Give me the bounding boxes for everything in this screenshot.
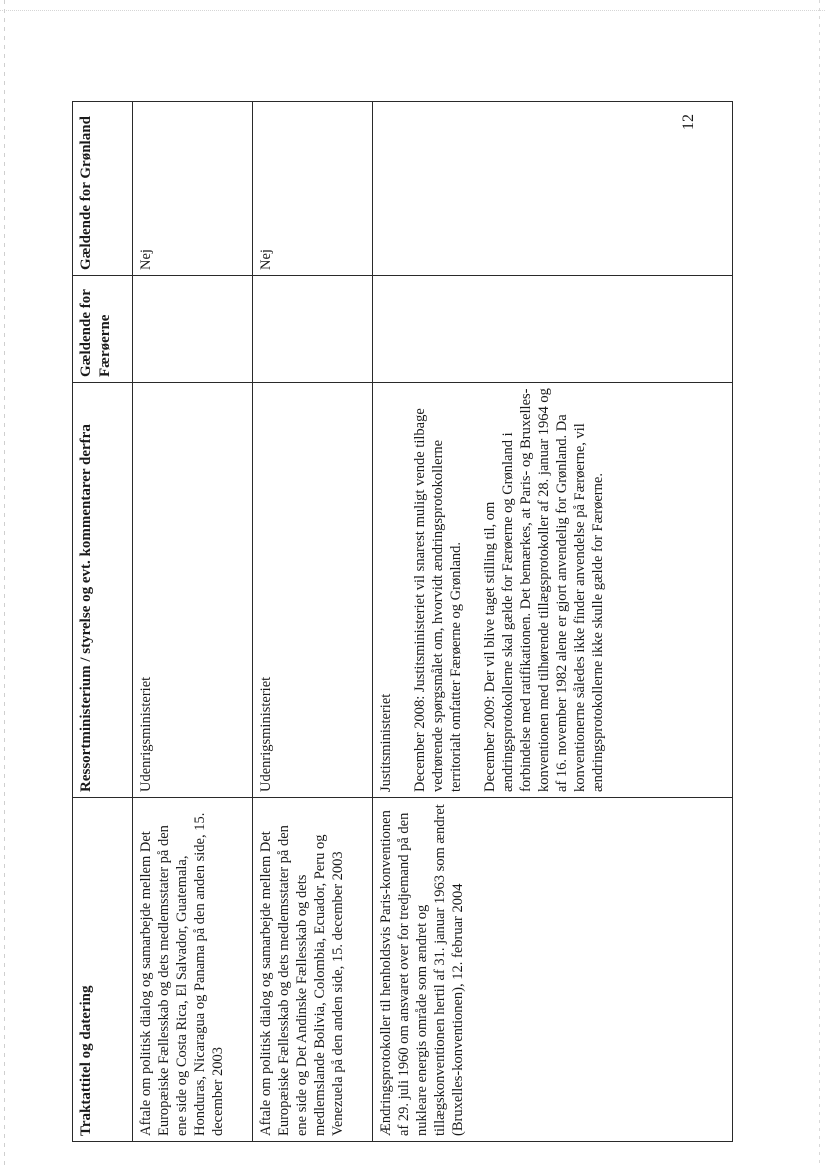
- ministry-cell: [133, 383, 253, 798]
- header-greenland: Gældende for Grønland: [73, 102, 133, 276]
- table-row: [253, 102, 373, 1142]
- ministry-cell: [373, 383, 733, 798]
- greenland-cell: Nej: [133, 102, 253, 276]
- header-ministry: Ressortministerium / styrelse og evt. kommentarer derfra: [73, 383, 133, 798]
- ministry-name: Udenrigsministeriet: [138, 676, 154, 792]
- greenland-cell: [373, 102, 733, 276]
- treaty-table: [72, 101, 733, 1142]
- ministry-cell: [253, 383, 373, 798]
- table-row: [133, 102, 253, 1142]
- header-title: Traktattitel og datering: [73, 798, 133, 1142]
- ministry-name: Udenrigsministeriet: [258, 676, 274, 792]
- ministry-comment-2009: December 2009: Der vil blive taget stilling til, om ændringsprotokollerne skal gælde for Færøerne og Grønland i forbindelse med ratifikationen. Det bemærkes, at Paris- og Bruxelles-konventionen med tilhørende tillægsprotokoller af 28. januar 1964 og af 16. november 1982 alene er gjort anvendelig for Grønland. Da konventionerne således ikke finder anvendelse på Færøerne, vil ændringsprotokollerne ikke skulle gælde for Færøerne.: [482, 388, 606, 792]
- treaty-title-cell: Ændringsprotokoller til henholdsvis Paris-konventionen af 29. juli 1960 om ansvaret over for tredjemand på den nukleare energis område som ændret og tillægskonventionen hertil af 31. januar 1963 som ændret (Bruxelles-konventionen), 12. februar 2004: [373, 798, 733, 1142]
- greenland-cell: Nej: [253, 102, 373, 276]
- scan-edge-right: [819, 0, 820, 1168]
- treaty-title-cell: Aftale om politisk dialog og samarbejde mellem Det Europæiske Fællesskab og dets medlemsstater på den ene side og Det Andinske Fællesskab og dets medlemslande Bolivia, Colombia, Ecuador, Peru og Venezuela på den anden side, 15. december 2003: [253, 798, 373, 1142]
- faroe-cell: [253, 276, 373, 383]
- scan-edge-top: [0, 0, 825, 11]
- table-row: [373, 102, 733, 1142]
- rotated-page: [72, 82, 732, 1142]
- faroe-cell: [373, 276, 733, 383]
- page-number: 12: [680, 114, 697, 130]
- scan-edge-left: [4, 0, 5, 1168]
- treaty-title-cell: Aftale om politisk dialog og samarbejde mellem Det Europæiske Fællesskab og dets medlemsstater på den ene side og Costa Rica, El Salvador, Guatemala, Honduras, Nicaragua og Panama på den anden side, 15. december 2003: [133, 798, 253, 1142]
- faroe-cell: [133, 276, 253, 383]
- header-faroe: Gældende for Færøerne: [73, 276, 133, 383]
- ministry-name: Justitsministeriet: [378, 693, 394, 792]
- ministry-comment-2008: December 2008: Justitsministeriet vil snarest muligt vende tilbage vedrørende spørgsmålet om, hvorvidt ændringsprotokollerne territorialt omfatter Færøerne og Grønland.: [412, 408, 464, 792]
- header-row: [73, 102, 133, 1142]
